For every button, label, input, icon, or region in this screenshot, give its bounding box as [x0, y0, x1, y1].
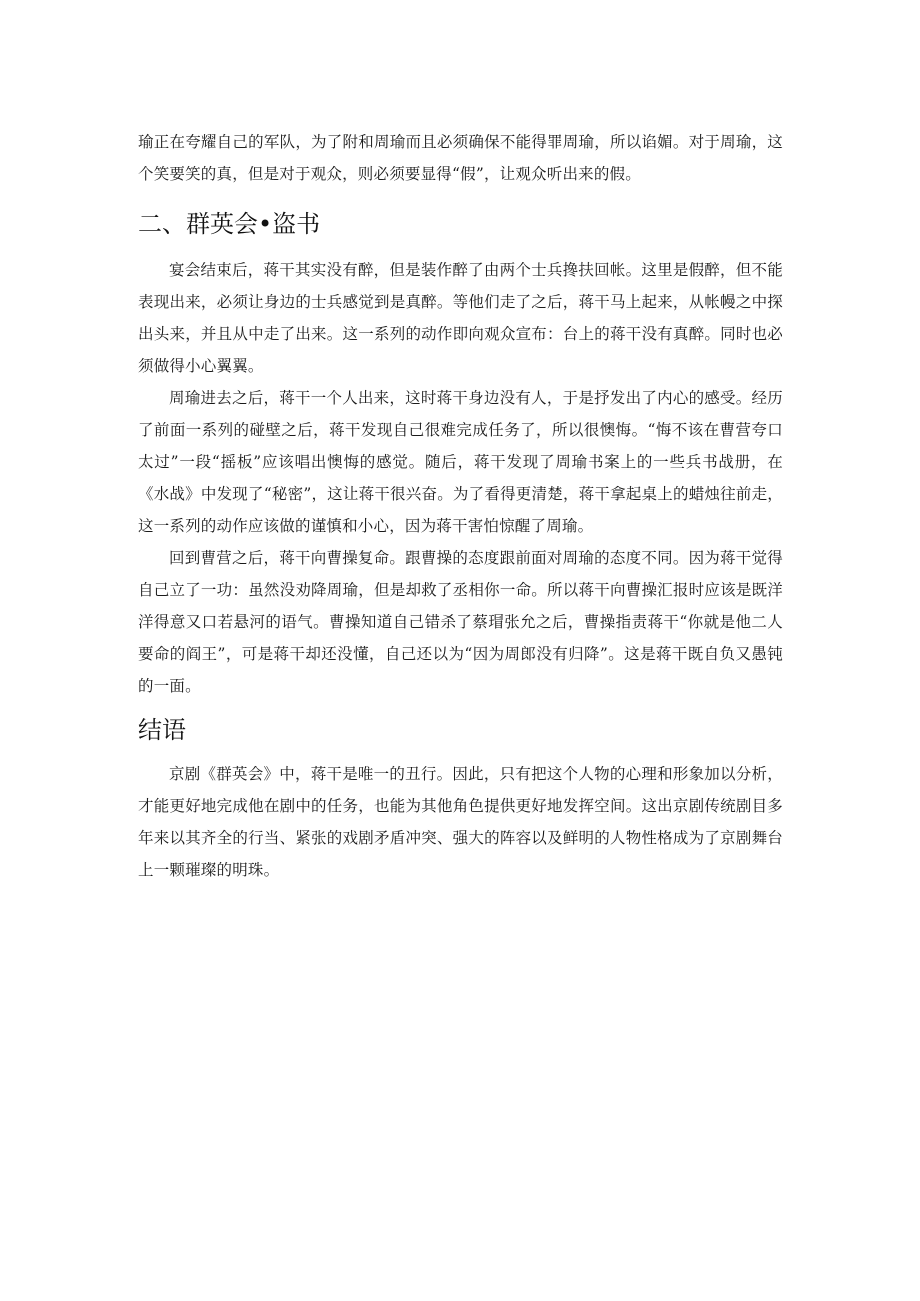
section-paragraph: 周瑜进去之后，蒋干一个人出来，这时蒋干身边没有人，于是抒发出了内心的感受。经历了前面一系列的碰壁之后，蒋干发现自己很难完成任务了，所以很懊悔。“悔不该在曹营夸口太过”一段“摇板”应该唱出懊悔的感觉。随后，蒋干发现了周瑜书案上的一些兵书战册，在《水战》中发现了“秘密”，这让蒋干很兴奋。为了看得更清楚，蒋干拿起桌上的蜡烛往前走，这一系列的动作应该做的谨慎和小心，因为蒋干害怕惊醒了周瑜。	[138, 389, 783, 535]
section-heading-conclusion: 结语	[138, 716, 186, 744]
section-heading-qunyinghui-daoshu: 二、群英会•盗书	[138, 210, 321, 238]
section-paragraph: 宴会结束后，蒋干其实没有醉，但是装作醉了由两个士兵搀扶回帐。这里是假醉，但不能表现出来，必须让身边的士兵感觉到是真醉。等他们走了之后，蒋干马上起来，从帐幔之中探出头来，并且从中走了出来。这一系列的动作即向观众宣布：台上的蒋干没有真醉。同时也必须做得小心翼翼。	[138, 261, 783, 375]
conclusion-paragraph: 京剧《群英会》中，蒋干是唯一的丑行。因此，只有把这个人物的心理和形象加以分析，才能更好地完成他在剧中的任务，也能为其他角色提供更好地发挥空间。这出京剧传统剧目多年来以其齐全的行当、紧张的戏剧矛盾冲突、强大的阵容以及鲜明的人物性格成为了京剧舞台上一颗璀璨的明珠。	[138, 765, 783, 879]
section-paragraph: 回到曹营之后，蒋干向曹操复命。跟曹操的态度跟前面对周瑜的态度不同。因为蒋干觉得自己立了一功：虽然没劝降周瑜，但是却救了丞相你一命。所以蒋干向曹操汇报时应该是既洋洋得意又口若悬河的语气。曹操知道自己错杀了蔡瑁张允之后，曹操指责蒋干“你就是他二人要命的阎王”，可是蒋干却还没懂，自己还以为“因为周郎没有归降”。这是蒋干既自负又愚钝的一面。	[138, 549, 783, 695]
document-body	[138, 126, 783, 886]
intro-paragraph: 瑜正在夸耀自己的军队，为了附和周瑜而且必须确保不能得罪周瑜，所以谄媚。对于周瑜，这个笑要笑的真，但是对于观众，则必须要显得“假”，让观众听出来的假。	[138, 133, 783, 183]
